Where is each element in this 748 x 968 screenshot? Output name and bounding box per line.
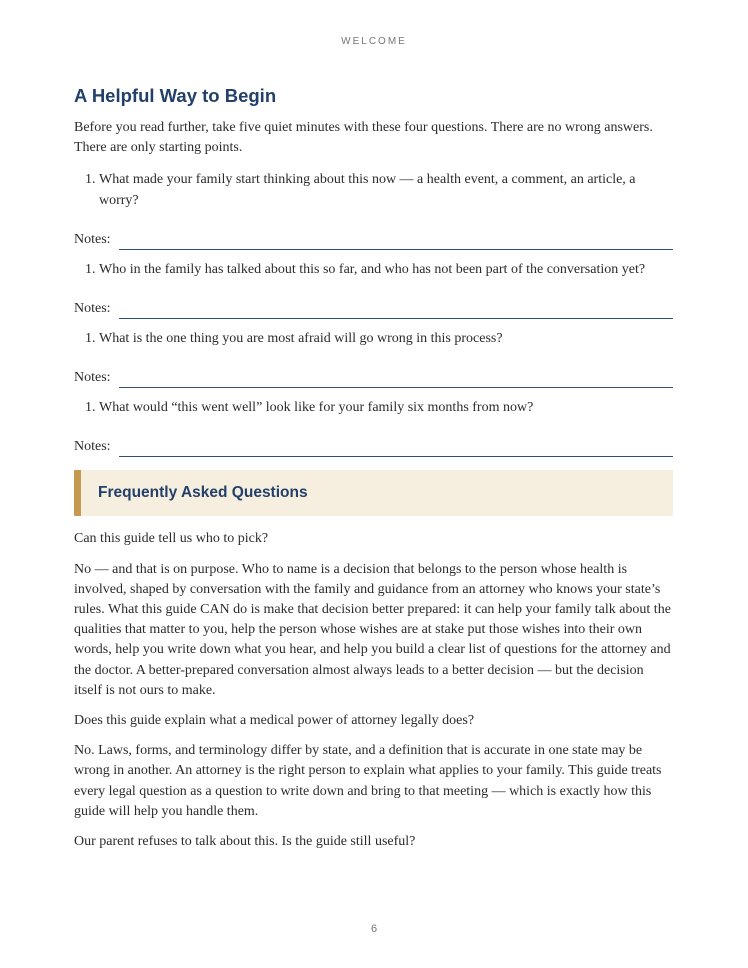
notes-line [119, 307, 673, 319]
faq-answer: No. Laws, forms, and terminology differ by state, and a definition that is accurate in one state may be wrong in another. An attorney is the right person to explain what applies to your family. This guide treats every legal question as a question to write down and bring to that meeting — which is exactly how this guide will help you handle them. [74, 743, 662, 819]
notes-line [119, 376, 673, 388]
page-content [74, 84, 673, 862]
notes-field[interactable] [74, 299, 673, 319]
question-item: 1. What would “this went well” look like for your family six months from now? [99, 398, 673, 418]
faq-title: Frequently Asked Questions [98, 484, 308, 502]
running-head: WELCOME [341, 36, 407, 47]
question-list-4 [74, 398, 673, 418]
faq-section [74, 529, 673, 852]
notes-field[interactable] [74, 368, 673, 388]
question-item: 1. What made your family start thinking about this now — a health event, a comment, an article, a worry? [99, 170, 673, 210]
question-item: 1. What is the one thing you are most afraid will go wrong in this process? [99, 329, 673, 349]
faq-question: Can this guide tell us who to pick? [74, 531, 269, 547]
notes-line [119, 445, 673, 457]
notes-label: Notes: [74, 231, 111, 247]
notes-label: Notes: [74, 370, 111, 386]
question-item: 1. Who in the family has talked about this so far, and who has not been part of the conversation yet? [99, 260, 673, 280]
notes-label: Notes: [74, 301, 111, 317]
page-number: 6 [370, 923, 378, 935]
notes-line [119, 238, 673, 250]
question-list-2 [74, 260, 673, 280]
faq-question: Our parent refuses to talk about this. Is the guide still useful? [74, 834, 416, 850]
notes-field[interactable] [74, 437, 673, 457]
intro-paragraph: Before you read further, take five quiet minutes with these four questions. There are no wrong answers. There are only starting points. [74, 120, 653, 156]
section-title: A Helpful Way to Begin [74, 85, 277, 106]
question-list-3 [74, 329, 673, 349]
notes-field[interactable] [74, 230, 673, 250]
faq-header-box [74, 470, 673, 516]
faq-answer: No — and that is on purpose. Who to name is a decision that belongs to the person whose health is involved, shaped by conversation with the family and guidance from an attorney who knows your state’s rules. What this guide CAN do is make that decision better prepared: it can help your family talk about the qualities that matter to you, help the person whose wishes are at stake put those wishes into their own words, help you write down what you hear, and help you build a clear list of questions for the attorney and the doctor. A better-prepared conversation almost always leads to a better decision — but the decision itself is not ours to make. [74, 561, 671, 698]
question-list-1 [74, 170, 673, 210]
faq-question: Does this guide explain what a medical power of attorney legally does? [74, 713, 475, 729]
notes-label: Notes: [74, 439, 111, 455]
